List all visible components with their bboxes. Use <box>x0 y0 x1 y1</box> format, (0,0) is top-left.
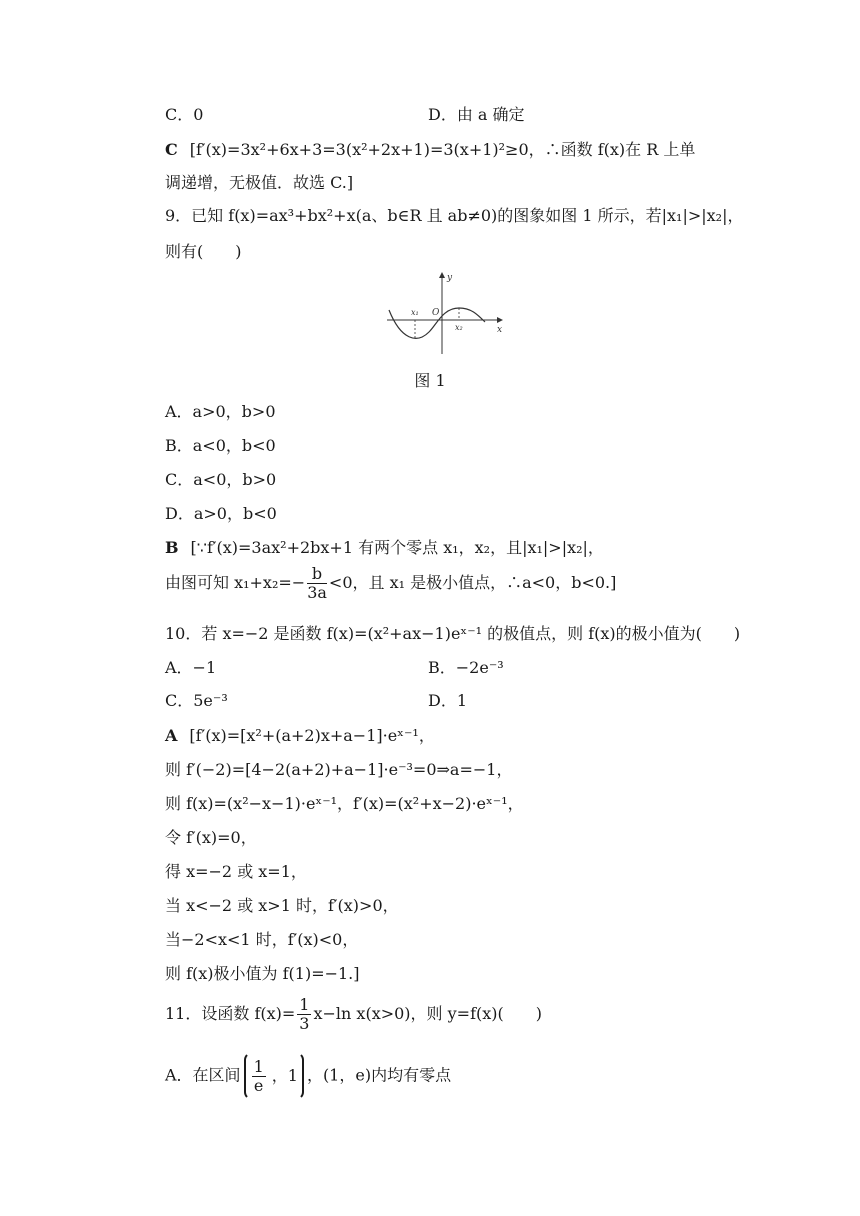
label-x2: x₂ <box>455 323 463 332</box>
q9-option-c: C．a<0，b>0 <box>165 470 277 489</box>
q10-answer-line7: 当−2<x<1 时，f′(x)<0， <box>165 930 359 949</box>
label-x1: x₁ <box>411 308 419 317</box>
fraction-denominator: 3a <box>307 583 327 602</box>
y-axis-arrow <box>439 272 445 278</box>
q10-answer-text: [f′(x)=[x²+(a+2)x+a−1]·eˣ⁻¹， <box>189 726 435 745</box>
q9-answer-line2 <box>165 563 616 603</box>
q9-answer-letter: B <box>165 538 179 557</box>
q10-answer-line2: 则 f′(−2)=[4−2(a+2)+a−1]·e⁻³=0⇒a=−1， <box>165 760 513 779</box>
q9-function-graph <box>385 270 505 356</box>
q8-answer-line1 <box>165 139 695 161</box>
q9-option-a: A．a>0，b>0 <box>165 402 276 421</box>
q10-answer-line3: 则 f(x)=(x²−x−1)·eˣ⁻¹，f′(x)=(x²+x−2)·eˣ⁻¹， <box>165 794 524 813</box>
label-x: x <box>497 325 503 335</box>
fraction-denominator: 3 <box>299 1014 310 1033</box>
q10-answer-letter: A <box>165 726 178 745</box>
q11-stem-pre: 11．设函数 f(x)= <box>165 1004 296 1023</box>
q10-option-c: C．5e⁻³ <box>165 691 228 710</box>
q9-answer-text: [∵f′(x)=3ax²+2bx+1 有两个零点 x₁，x₂，且|x₁|>|x₂|， <box>190 538 604 557</box>
q10-answer-line4: 令 f′(x)=0， <box>165 828 257 847</box>
q10-option-a: A．−1 <box>165 658 217 677</box>
fraction-denominator: e <box>253 1076 264 1095</box>
q10-answer-line8: 则 f(x)极小值为 f(1)=−1.] <box>165 964 360 983</box>
q10-answer-line5: 得 x=−2 或 x=1， <box>165 862 307 881</box>
q8-answer-letter: C <box>165 140 178 159</box>
q10-option-d: D．1 <box>428 691 468 710</box>
q11-option-a-post: ，(1，e)内均有零点 <box>306 1065 452 1085</box>
q10-option-b: B．−2e⁻³ <box>428 658 504 677</box>
q10-answer-line6: 当 x<−2 或 x>1 时，f′(x)>0， <box>165 896 399 915</box>
fraction-numerator: 1 <box>299 995 310 1014</box>
q11-option-a-pre: A．在区间 <box>165 1065 241 1085</box>
q9-answer-line1 <box>165 537 604 559</box>
q8-answer-line2: 调递增，无极值．故选 C.] <box>165 173 354 192</box>
q11-stem <box>165 994 542 1034</box>
figure-caption: 图 1 <box>414 371 446 390</box>
fraction-numerator: b <box>307 565 327 584</box>
q9-option-d: D．a>0，b<0 <box>165 504 277 523</box>
interval-bracket <box>244 1052 304 1100</box>
q10-stem: 10．若 x=−2 是函数 f(x)=(x²+ax−1)eˣ⁻¹ 的极值点，则 f(x)的极小值为( ) <box>165 624 741 643</box>
x-axis-arrow <box>497 317 503 323</box>
q9-stem-line2: 则有( ) <box>165 242 242 261</box>
q9-answer-line2-pre: 由图可知 x₁+x₂=− <box>165 573 306 592</box>
q9-option-b: B．a<0，b<0 <box>165 436 276 455</box>
q8-answer-text: [f′(x)=3x²+6x+3=3(x²+2x+1)=3(x+1)²≥0，∴函数 f(x)在 R 上单 <box>189 140 696 159</box>
q11-option-a <box>165 1052 451 1100</box>
q10-answer-line1 <box>165 725 435 747</box>
q8-option-d: D．由 a 确定 <box>428 105 525 124</box>
q9-stem-line1: 9．已知 f(x)=ax³+bx²+x(a、b∈R 且 ab≠0)的图象如图 1 所示，若|x₁|>|x₂|， <box>165 206 744 225</box>
label-origin: O <box>432 308 440 318</box>
q9-answer-line2-post: <0，且 x₁ 是极小值点，∴a<0，b<0.] <box>328 573 617 592</box>
fraction-b-over-3a <box>307 565 327 602</box>
fraction-numerator: 1 <box>253 1057 264 1076</box>
fraction-one-third <box>297 996 311 1033</box>
interval-tail: ，1 <box>271 1066 298 1085</box>
fraction-one-over-e <box>252 1058 266 1095</box>
q8-option-c: C．0 <box>165 105 204 124</box>
q11-stem-post: x−ln x(x>0)，则 y=f(x)( ) <box>313 1004 542 1023</box>
label-y: y <box>447 273 453 283</box>
